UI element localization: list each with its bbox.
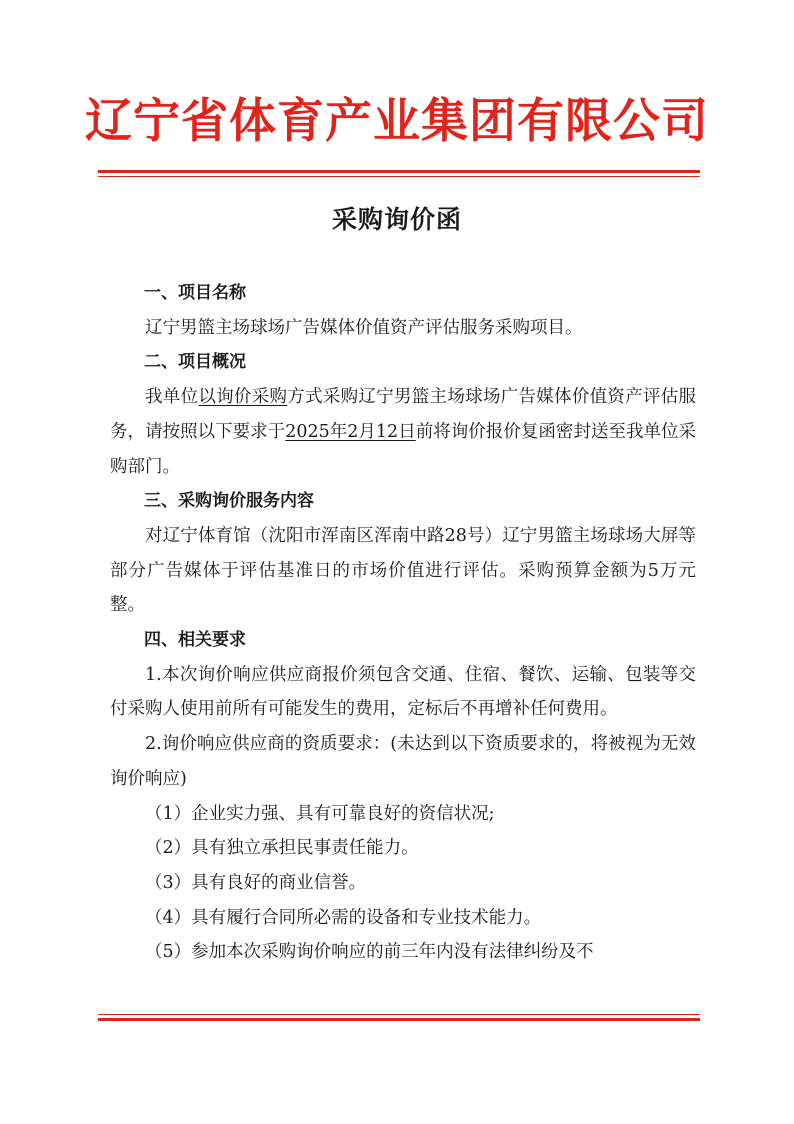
letterhead-divider-top xyxy=(98,170,700,177)
section4-heading: 四、相关要求 xyxy=(144,630,246,651)
qualification-sub-1: （1）企业实力强、具有可靠良好的资信状况; xyxy=(145,803,495,824)
document-title: 采购询价函 xyxy=(331,205,462,234)
requirement-item-1: 1.本次询价响应供应商报价须包含交通、住宿、餐饮、运输、包装等交付采购人使用前所有可能发生的费用，定标后不再增补任何费用。 xyxy=(110,664,696,720)
requirement-item-2: 2.询价响应供应商的资质要求：(未达到以下资质要求的，将被视为无效询价响应) xyxy=(110,734,696,789)
section3-text: 对辽宁体育馆（沈阳市浑南区浑南中路28号）辽宁男篮主场球场大屏等部分广告媒体于评估基准日的市场价值进行评估。采购预算金额为5万元整。 xyxy=(110,525,696,616)
qualification-sub-2: （2）具有独立承担民事责任能力。 xyxy=(145,838,419,859)
procurement-method-underlined: 以询价采购 xyxy=(198,387,288,408)
qualification-sub-5: （5）参加本次采购询价响应的前三年内没有法律纠纷及不 xyxy=(145,942,594,963)
footer-divider xyxy=(98,1014,700,1021)
section2-text-part1: 我单位 xyxy=(145,387,199,408)
qualification-sub-4: （4）具有履行合同所必需的设备和专业技术能力。 xyxy=(145,907,542,928)
section2-text-part3: 前将询价报价复函密封送至我单位采购部门。 xyxy=(110,421,696,477)
letterhead-company-name: 辽宁省体育产业集团有限公司 xyxy=(85,94,709,149)
qualification-sub-3: （3）具有良好的商业信誉。 xyxy=(145,872,367,893)
section1-text: 辽宁男篮主场球场广告媒体价值资产评估服务采购项目。 xyxy=(145,317,583,338)
document-body xyxy=(110,276,696,970)
section1-heading: 一、项目名称 xyxy=(144,283,246,303)
deadline-date-underlined: 2025年2月12日 xyxy=(285,421,416,442)
section2-heading: 二、项目概况 xyxy=(144,352,246,373)
section2-text-part2: 方式采购辽宁男篮主场球场广告媒体价值资产评估服务，请按照以下要求于 xyxy=(110,387,697,442)
section2-text xyxy=(110,380,696,484)
section3-heading: 三、采购询价服务内容 xyxy=(144,491,314,512)
